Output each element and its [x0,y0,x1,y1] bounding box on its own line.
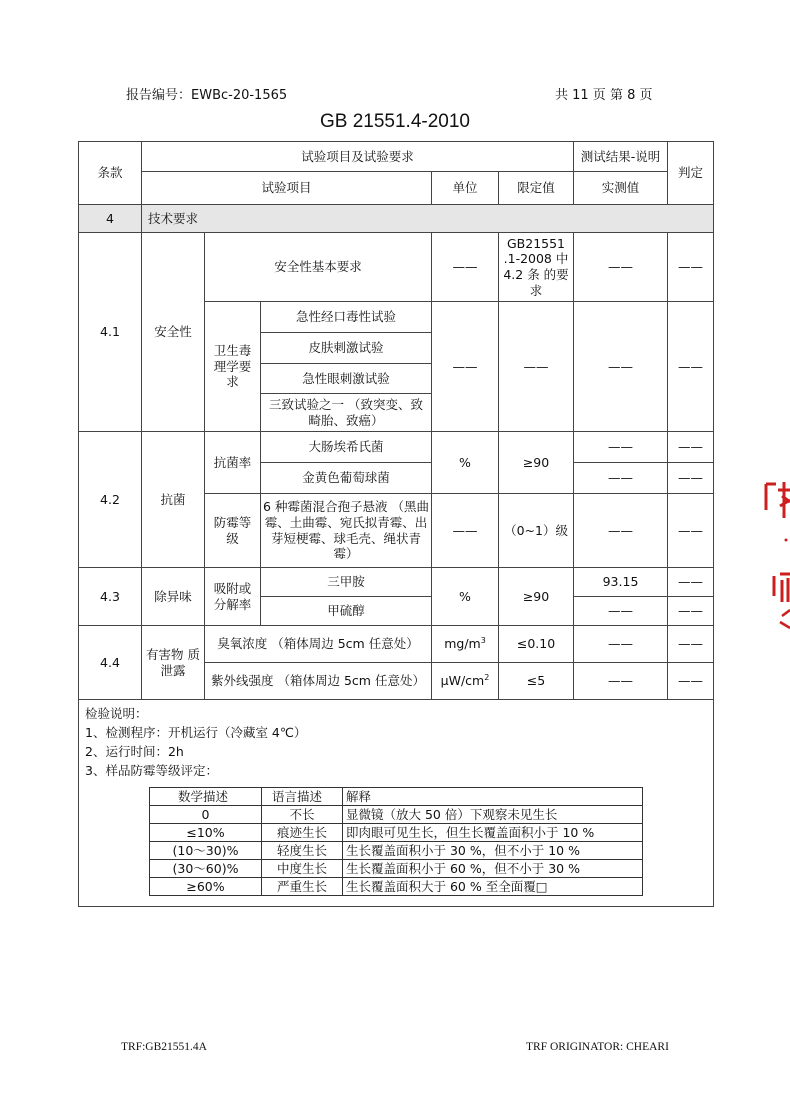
antibacterial-group: 抗菌率 [205,432,261,494]
deodor-verdict: —— [668,568,714,597]
mold-limit: （0~1）级 [499,494,574,568]
page-info: 共 11 页 第 8 页 [555,88,653,103]
grade-cell: 即肉眼可见生长，但生长覆盖面积小于 10 % [343,824,643,842]
toxicology-unit: —— [432,302,499,432]
ozone-verdict: —— [668,626,714,663]
uv-verdict: —— [668,663,714,700]
grade-cell: ≥60% [150,878,262,896]
document-title: GB 21551.4-2010 [319,111,470,132]
footer-form-id: TRF:GB21551.4A [121,1041,207,1053]
grade-row [150,806,643,824]
antibacterial-unit: % [432,432,499,494]
header-result-note: 测试结果-说明 [574,142,668,172]
deodor-item: 甲硫醇 [261,597,432,626]
grade-cell: 显微镜（放大 50 倍）下观察未见生长 [343,806,643,824]
footer-originator: TRF ORIGINATOR: CHEARI [526,1041,669,1053]
safety-basic-item: 安全性基本要求 [205,233,432,302]
clause-4-4: 4.4 [79,626,142,700]
grade-cell: 痕迹生长 [262,824,343,842]
antibacterial-verdict: —— [668,463,714,494]
section-title: 技术要求 [142,205,714,233]
grade-row [150,860,643,878]
toxicology-item: 急性眼刺激试验 [261,364,432,394]
clause-4-1: 4.1 [79,233,142,432]
grade-cell: 中度生长 [262,860,343,878]
stamp-graphic [760,470,790,640]
grade-cell: 生长覆盖面积小于 60 %，但不小于 30 % [343,860,643,878]
notes-line: 1、检测程序：开机运行（冷藏室 4℃） [85,725,307,740]
grade-header: 数学描述 [150,788,262,806]
safety-basic-unit: —— [432,233,499,302]
safety-basic-verdict: —— [668,233,714,302]
antibacterial-verdict: —— [668,432,714,463]
notes-line: 2、运行时间：2h [85,744,184,759]
clause-4-2: 4.2 [79,432,142,568]
antibacterial-measured: —— [574,432,668,463]
grade-header: 语言描述 [262,788,343,806]
notes-line: 3、样品防霉等级评定： [85,763,218,778]
ozone-item: 臭氧浓度 （箱体周边 5cm 任意处） [205,626,432,663]
test-results-table [78,141,714,907]
header-test-item: 试验项目 [142,172,432,205]
toxicology-group: 卫生毒 理学要 求 [205,302,261,432]
toxicology-measured: —— [574,302,668,432]
grade-cell: 0 [150,806,262,824]
category-harmful-leakage: 有害物 质泄露 [142,626,205,700]
toxicology-limit: —— [499,302,574,432]
mold-grade-table [149,787,643,896]
deodor-measured: —— [574,597,668,626]
mold-measured: —— [574,494,668,568]
header-items-requirements: 试验项目及试验要求 [142,142,574,172]
section-row [79,205,714,233]
notes-title: 检验说明： [85,706,148,721]
uv-limit: ≤5 [499,663,574,700]
grade-cell: 严重生长 [262,878,343,896]
mold-unit: —— [432,494,499,568]
uv-measured: —— [574,663,668,700]
ozone-measured: —— [574,626,668,663]
toxicology-item: 皮肤刺激试验 [261,333,432,364]
deodor-item: 三甲胺 [261,568,432,597]
category-safety: 安全性 [142,233,205,432]
category-deodorization: 除异味 [142,568,205,626]
adsorption-group: 吸附或 分解率 [205,568,261,626]
grade-cell: 生长覆盖面积大于 60 % 至全面覆□ [343,878,643,896]
grade-header: 解释 [343,788,643,806]
mold-item: 6 种霉菌混合孢子悬液 （黑曲霉、土曲霉、宛氏拟青霉、出芽短梗霉、球毛壳、绳状青霉） [261,494,432,568]
deodor-measured: 93.15 [574,568,668,597]
section-number: 4 [79,205,142,233]
clause-4-3: 4.3 [79,568,142,626]
grade-cell: (10～30)% [150,842,262,860]
deodor-unit: % [432,568,499,626]
report-number: 报告编号：EWBc-20-1565 [126,88,288,103]
grade-row [150,842,643,860]
deodor-limit: ≥90 [499,568,574,626]
grade-row [150,824,643,842]
grade-cell: 轻度生长 [262,842,343,860]
mold-group: 防霉等 级 [205,494,261,568]
ozone-limit: ≤0.10 [499,626,574,663]
ozone-unit: $mg/m^3$ [432,626,499,663]
toxicology-verdict: —— [668,302,714,432]
partial-red-stamp [760,470,790,640]
antibacterial-item: 金黄色葡萄球菌 [261,463,432,494]
toxicology-item: 急性经口毒性试验 [261,302,432,333]
grade-cell: 不长 [262,806,343,824]
mold-verdict: —— [668,494,714,568]
header-unit: 单位 [432,172,499,205]
category-antibacterial: 抗菌 [142,432,205,568]
antibacterial-limit: ≥90 [499,432,574,494]
grade-row [150,878,643,896]
safety-basic-measured: —— [574,233,668,302]
grade-cell: 生长覆盖面积小于 30 %，但不小于 10 % [343,842,643,860]
safety-basic-limit: GB21551 .1-2008 中 4.2 条 的要求 [499,233,574,302]
header-clause: 条款 [79,142,142,205]
uv-item: 紫外线强度 （箱体周边 5cm 任意处） [205,663,432,700]
antibacterial-item: 大肠埃希氏菌 [261,432,432,463]
grade-cell: (30～60)% [150,860,262,878]
header-measured: 实测值 [574,172,668,205]
deodor-verdict: —— [668,597,714,626]
header-limit: 限定值 [499,172,574,205]
inspection-notes [79,700,714,907]
toxicology-item: 三致试验之一 （致突变、致畸胎、致癌） [261,394,432,432]
grade-cell: ≤10% [150,824,262,842]
header-verdict: 判定 [668,142,714,205]
antibacterial-measured: —— [574,463,668,494]
uv-unit: $\mu W/cm^2$ [432,663,499,700]
